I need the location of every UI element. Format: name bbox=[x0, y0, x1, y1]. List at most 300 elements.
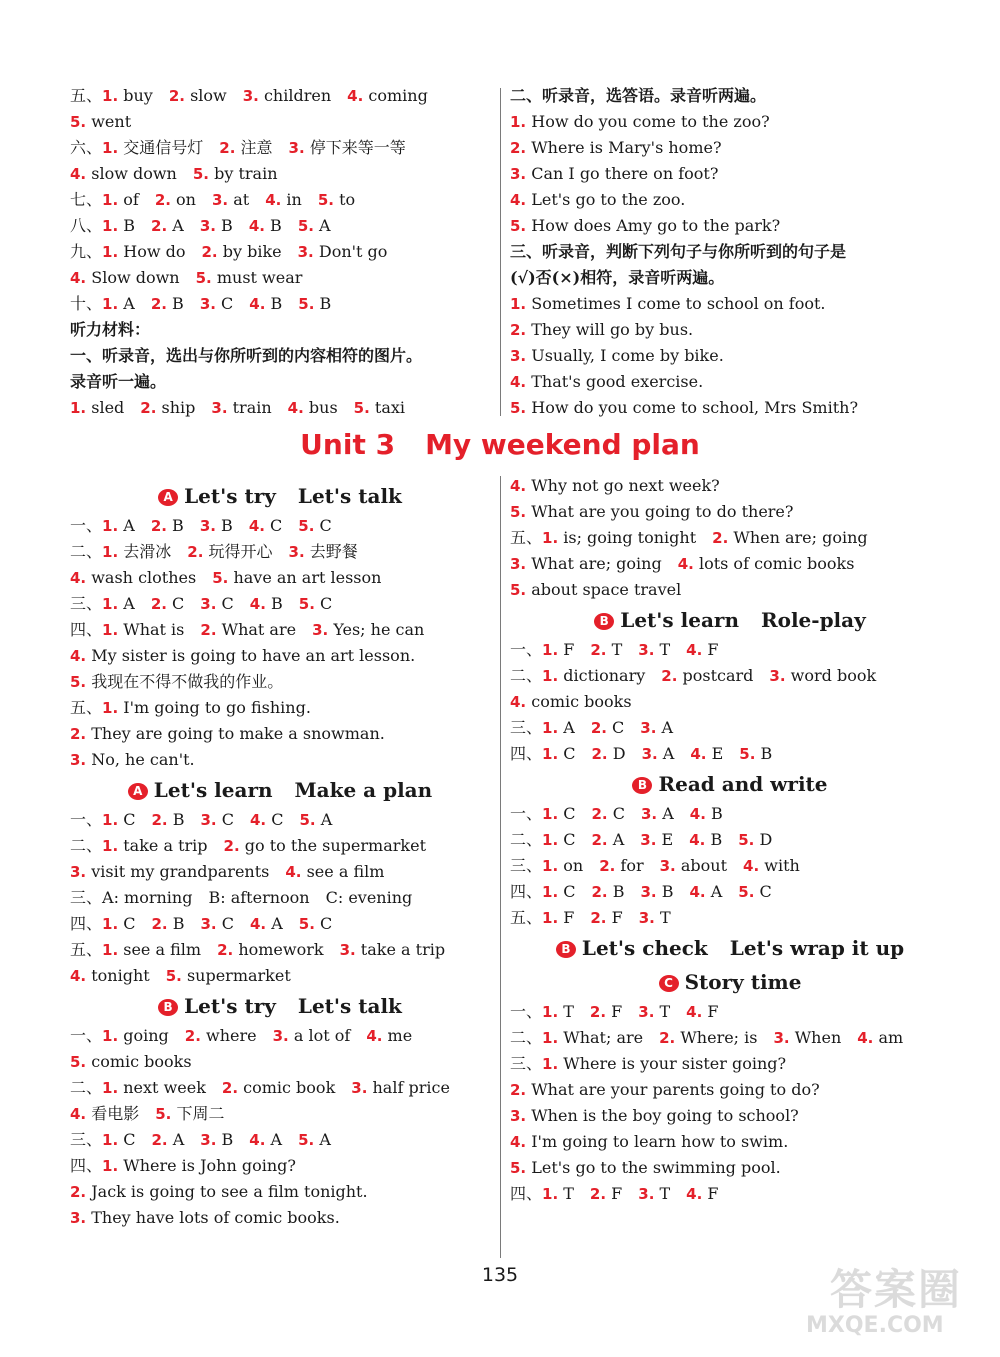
answer-item bbox=[166, 966, 291, 985]
item-number: 4. bbox=[287, 399, 304, 417]
item-answer: coming bbox=[368, 86, 428, 105]
item-number: 5. bbox=[195, 269, 212, 287]
item-number: 2. bbox=[140, 399, 157, 417]
answer-item bbox=[289, 542, 358, 561]
section-badge-icon: B bbox=[158, 999, 178, 1016]
item-number: 5. bbox=[510, 503, 527, 521]
item-number: 4. bbox=[70, 269, 87, 287]
item-answer: T bbox=[659, 908, 671, 927]
question-group-label: 三、 bbox=[70, 1130, 103, 1149]
item-answer: C bbox=[320, 594, 333, 613]
item-number: 5. bbox=[70, 113, 87, 131]
item-number: 2. bbox=[591, 745, 608, 763]
answer-item bbox=[690, 744, 723, 763]
answer-item bbox=[151, 594, 184, 613]
item-answer: B bbox=[123, 216, 136, 235]
item-answer: A: morning bbox=[102, 888, 193, 907]
section-title: Story time bbox=[684, 970, 802, 994]
question-group-label: 一、听录音，选出与你所听到的内容相符的图片。 bbox=[70, 346, 423, 365]
answer-line bbox=[70, 747, 490, 773]
answer-item bbox=[510, 164, 718, 183]
question-group-label: 三、 bbox=[510, 1054, 543, 1073]
answer-item bbox=[510, 580, 681, 599]
question-group-label: 听力材料： bbox=[70, 320, 151, 339]
answer-item bbox=[638, 640, 670, 659]
answer-item bbox=[70, 966, 150, 985]
answer-item bbox=[155, 190, 196, 209]
item-number: 4. bbox=[510, 191, 527, 209]
item-answer: A bbox=[612, 830, 625, 849]
answer-item bbox=[510, 1106, 799, 1125]
item-number: 2. bbox=[510, 1081, 527, 1099]
item-answer: C bbox=[221, 914, 234, 933]
question-group-label: 四、 bbox=[70, 914, 103, 933]
answer-item bbox=[773, 1028, 841, 1047]
answer-item bbox=[169, 86, 227, 105]
answer-item bbox=[689, 830, 722, 849]
answer-item bbox=[212, 568, 381, 587]
item-answer: They have lots of comic books. bbox=[91, 1208, 340, 1227]
item-number: 4. bbox=[510, 693, 527, 711]
question-group-label: 六、 bbox=[70, 138, 103, 157]
item-answer: D bbox=[759, 830, 773, 849]
item-answer: How do you come to the zoo? bbox=[531, 112, 770, 131]
answer-item bbox=[70, 398, 124, 417]
answer-item bbox=[510, 190, 685, 209]
answer-line bbox=[510, 741, 950, 767]
answer-line bbox=[510, 473, 950, 499]
answer-item bbox=[542, 666, 645, 685]
section-subtitle: Let's talk bbox=[297, 484, 402, 508]
item-number: 5. bbox=[298, 595, 315, 613]
item-number: 1. bbox=[542, 805, 559, 823]
question-group-label: 五、 bbox=[70, 86, 103, 105]
item-answer: for bbox=[620, 856, 644, 875]
answer-item bbox=[298, 294, 331, 313]
item-number: 1. bbox=[542, 1003, 559, 1021]
question-group-label: 五、 bbox=[510, 528, 543, 547]
answer-item bbox=[102, 242, 185, 261]
item-answer: What are your parents going to do? bbox=[531, 1080, 820, 1099]
answer-item bbox=[712, 528, 868, 547]
item-answer: A bbox=[123, 294, 135, 313]
answer-item bbox=[592, 804, 625, 823]
answer-line bbox=[70, 937, 490, 963]
item-answer: C bbox=[172, 594, 185, 613]
column-divider-top bbox=[500, 88, 501, 416]
item-number: 5. bbox=[298, 915, 315, 933]
answer-item bbox=[102, 836, 208, 855]
answer-item bbox=[289, 138, 406, 157]
item-number: 3. bbox=[288, 543, 305, 561]
item-number: 3. bbox=[70, 863, 87, 881]
question-group-label: 一、 bbox=[70, 516, 103, 535]
item-answer: where bbox=[206, 1026, 257, 1045]
answer-item bbox=[102, 940, 201, 959]
item-answer: No, he can't. bbox=[91, 750, 195, 769]
item-number: 5. bbox=[738, 831, 755, 849]
section-badge-icon: C bbox=[659, 975, 679, 992]
item-number: 3. bbox=[211, 399, 228, 417]
item-answer: B bbox=[710, 830, 723, 849]
item-answer: with bbox=[764, 856, 800, 875]
answer-item bbox=[243, 86, 331, 105]
item-answer: Let's go to the swimming pool. bbox=[531, 1158, 781, 1177]
item-number: 1. bbox=[102, 837, 119, 855]
answer-line bbox=[70, 617, 490, 643]
item-answer: must wear bbox=[216, 268, 303, 287]
item-answer: F bbox=[611, 1002, 623, 1021]
item-answer: homework bbox=[238, 940, 324, 959]
item-answer: next week bbox=[123, 1078, 206, 1097]
answer-item bbox=[299, 914, 332, 933]
item-number: 1. bbox=[542, 831, 559, 849]
question-group-label: 四、 bbox=[510, 1184, 543, 1203]
answer-item bbox=[102, 86, 153, 105]
item-number: 4. bbox=[686, 1003, 703, 1021]
item-number: 3. bbox=[510, 165, 527, 183]
section-title: Let's try bbox=[184, 484, 276, 508]
item-answer: A bbox=[320, 810, 333, 829]
answer-item bbox=[542, 908, 574, 927]
question-group-label: 一、 bbox=[510, 1002, 543, 1021]
question-group-label: 二、 bbox=[70, 836, 103, 855]
question-group-label: 四、 bbox=[70, 620, 103, 639]
item-answer: T bbox=[659, 1002, 671, 1021]
answer-line bbox=[70, 1075, 490, 1101]
item-number: 4. bbox=[265, 191, 282, 209]
answer-item bbox=[298, 516, 331, 535]
item-answer: C bbox=[271, 810, 284, 829]
answer-item bbox=[690, 804, 723, 823]
answer-item bbox=[542, 856, 583, 875]
answer-item bbox=[510, 502, 793, 521]
answer-item bbox=[102, 914, 135, 933]
answer-item bbox=[70, 646, 415, 665]
answer-item bbox=[510, 476, 720, 495]
item-number: 5. bbox=[212, 569, 229, 587]
item-number: 1. bbox=[510, 113, 527, 131]
item-number: 5. bbox=[317, 191, 334, 209]
answer-item bbox=[102, 810, 135, 829]
item-answer: 玩得开心 bbox=[208, 542, 273, 561]
item-number: 4. bbox=[249, 1131, 266, 1149]
item-number: 1. bbox=[542, 745, 559, 763]
item-answer: C bbox=[320, 914, 333, 933]
question-group-label: 二、听录音，选答语。录音听两遍。 bbox=[510, 86, 767, 105]
item-number: 2. bbox=[510, 321, 527, 339]
item-answer: A bbox=[172, 216, 184, 235]
question-group-label: 三、 bbox=[70, 888, 103, 907]
answer-item bbox=[599, 856, 643, 875]
answer-item bbox=[542, 640, 574, 659]
item-number: 1. bbox=[102, 543, 119, 561]
answer-item bbox=[366, 1026, 412, 1045]
answer-item bbox=[196, 268, 303, 287]
answer-item bbox=[102, 1026, 169, 1045]
item-answer: 停下来等一等 bbox=[309, 138, 406, 157]
item-answer: is; going tonight bbox=[563, 528, 697, 547]
item-number: 3. bbox=[339, 941, 356, 959]
answer-item bbox=[200, 294, 233, 313]
item-answer: Where; is bbox=[680, 1028, 758, 1047]
question-group-label: 四、 bbox=[70, 1156, 103, 1175]
item-answer: T bbox=[659, 1184, 671, 1203]
answer-line bbox=[510, 343, 950, 369]
answer-line bbox=[70, 291, 490, 317]
question-group-label: 四、 bbox=[510, 744, 543, 763]
answer-item bbox=[102, 1156, 296, 1175]
item-answer: ship bbox=[161, 398, 196, 417]
question-group-label: 五、 bbox=[70, 698, 103, 717]
section-title: Let's learn bbox=[620, 608, 739, 632]
item-answer: Sometimes I come to school on foot. bbox=[531, 294, 826, 313]
answer-item bbox=[250, 914, 283, 933]
answer-line bbox=[70, 1205, 490, 1231]
answer-line bbox=[70, 369, 490, 395]
answer-item bbox=[510, 320, 693, 339]
section-heading bbox=[510, 603, 950, 637]
item-answer: Slow down bbox=[91, 268, 180, 287]
item-number: 1. bbox=[102, 139, 119, 157]
answer-line bbox=[70, 885, 490, 911]
item-number: 2. bbox=[223, 837, 240, 855]
item-answer: B bbox=[221, 516, 233, 535]
question-group-label: 一、 bbox=[510, 640, 543, 659]
top-right-column bbox=[510, 83, 950, 421]
item-answer: Why not go next week? bbox=[531, 476, 720, 495]
question-group-label: 七、 bbox=[70, 190, 103, 209]
item-answer: supermarket bbox=[186, 966, 291, 985]
answer-line bbox=[70, 83, 490, 109]
item-number: 3. bbox=[242, 87, 259, 105]
item-number: 4. bbox=[743, 857, 760, 875]
answer-item bbox=[510, 1158, 781, 1177]
item-number: 3. bbox=[769, 667, 786, 685]
item-number: 2. bbox=[590, 719, 607, 737]
page-number: 135 bbox=[481, 1264, 519, 1286]
item-number: 1. bbox=[542, 1029, 559, 1047]
item-number: 4. bbox=[70, 165, 87, 183]
answer-line bbox=[510, 499, 950, 525]
answer-line bbox=[510, 1155, 950, 1181]
item-number: 3. bbox=[641, 745, 658, 763]
item-number: 3. bbox=[70, 751, 87, 769]
item-answer: C bbox=[563, 744, 576, 763]
item-answer: When bbox=[794, 1028, 842, 1047]
answer-item bbox=[686, 1002, 718, 1021]
answer-line bbox=[70, 395, 490, 421]
item-answer: Where is John going? bbox=[123, 1156, 296, 1175]
item-answer: B bbox=[270, 294, 283, 313]
answer-line bbox=[510, 689, 950, 715]
item-number: 2. bbox=[201, 243, 218, 261]
answer-item bbox=[590, 640, 622, 659]
answer-line bbox=[70, 265, 490, 291]
item-answer: I'm going to learn how to swim. bbox=[531, 1132, 789, 1151]
answer-item bbox=[542, 1002, 574, 1021]
answer-item bbox=[265, 190, 302, 209]
answer-line bbox=[510, 135, 950, 161]
item-answer: Yes; he can bbox=[333, 620, 425, 639]
item-number: 4. bbox=[249, 295, 266, 313]
answer-item bbox=[298, 216, 331, 235]
item-answer: by bike bbox=[222, 242, 282, 261]
item-answer: T bbox=[659, 640, 671, 659]
item-number: 1. bbox=[542, 883, 559, 901]
item-number: 3. bbox=[510, 1107, 527, 1125]
section-heading bbox=[70, 989, 490, 1023]
answer-item bbox=[639, 908, 671, 927]
question-group-label: 八、 bbox=[70, 216, 103, 235]
item-answer: 我现在不得不做我的作业。 bbox=[91, 672, 284, 691]
question-group-label: 三、听录音，判断下列句子与你所听到的句子是 bbox=[510, 242, 847, 261]
answer-item bbox=[638, 1184, 670, 1203]
item-answer: on bbox=[176, 190, 196, 209]
section-badge-icon: A bbox=[128, 783, 148, 800]
item-number: 3. bbox=[288, 139, 305, 157]
item-answer: E bbox=[661, 830, 674, 849]
section-heading bbox=[510, 965, 950, 999]
answer-line bbox=[70, 317, 490, 343]
item-answer: What are bbox=[221, 620, 297, 639]
answer-item bbox=[542, 744, 575, 763]
item-number: 4. bbox=[510, 1133, 527, 1151]
answer-line bbox=[70, 513, 490, 539]
question-group-label: 一、 bbox=[510, 804, 543, 823]
answer-item bbox=[591, 718, 624, 737]
item-number: 1. bbox=[102, 915, 119, 933]
answer-item bbox=[354, 398, 405, 417]
item-answer: A bbox=[563, 718, 575, 737]
question-group-label: 二、 bbox=[510, 666, 543, 685]
item-answer: T bbox=[611, 640, 623, 659]
item-answer: half price bbox=[372, 1078, 450, 1097]
item-answer: How does Amy go to the park? bbox=[531, 216, 781, 235]
item-answer: on bbox=[563, 856, 584, 875]
answer-line bbox=[70, 1153, 490, 1179]
question-group-label: 二、 bbox=[70, 1078, 103, 1097]
answer-item bbox=[690, 882, 723, 901]
item-answer: A bbox=[123, 516, 135, 535]
answer-line bbox=[510, 1077, 950, 1103]
section-heading bbox=[70, 479, 490, 513]
item-number: 3. bbox=[351, 1079, 368, 1097]
item-number: 2. bbox=[150, 295, 167, 313]
item-number: 1. bbox=[102, 217, 119, 235]
answer-item bbox=[250, 810, 283, 829]
bottom-left-column bbox=[70, 479, 490, 1231]
item-number: 1. bbox=[102, 1079, 119, 1097]
item-answer: A bbox=[172, 1130, 185, 1149]
answer-line bbox=[510, 663, 950, 689]
answer-item bbox=[152, 810, 185, 829]
item-answer: When is the boy going to school? bbox=[531, 1106, 799, 1125]
item-answer: a lot of bbox=[293, 1026, 351, 1045]
answer-item bbox=[510, 398, 858, 417]
item-number: 2. bbox=[154, 191, 171, 209]
item-number: 2. bbox=[70, 725, 87, 743]
answer-line bbox=[70, 565, 490, 591]
answer-line bbox=[70, 161, 490, 187]
item-answer: 看电影 bbox=[91, 1104, 140, 1123]
item-answer: C bbox=[123, 810, 136, 829]
item-number: 2. bbox=[168, 87, 185, 105]
answer-item bbox=[151, 294, 184, 313]
answer-line bbox=[70, 135, 490, 161]
item-answer: wash clothes bbox=[91, 568, 197, 587]
answer-item bbox=[738, 882, 771, 901]
answer-line bbox=[70, 1049, 490, 1075]
item-answer: by train bbox=[214, 164, 278, 183]
answer-item bbox=[510, 372, 703, 391]
answer-line bbox=[510, 715, 950, 741]
answer-item bbox=[208, 888, 309, 907]
unit-title bbox=[0, 428, 1000, 461]
item-number: 5. bbox=[298, 517, 315, 535]
item-answer: D bbox=[612, 744, 626, 763]
item-answer: What are you going to do there? bbox=[531, 502, 794, 521]
answer-item bbox=[590, 1002, 622, 1021]
answer-item bbox=[70, 568, 196, 587]
item-answer: B bbox=[172, 810, 185, 829]
item-answer: A bbox=[710, 882, 723, 901]
section-subtitle: Let's talk bbox=[297, 994, 402, 1018]
item-answer: C bbox=[612, 718, 625, 737]
answer-line bbox=[510, 853, 950, 879]
item-number: 4. bbox=[689, 883, 706, 901]
item-answer: Can I go there on foot? bbox=[531, 164, 719, 183]
item-answer: E bbox=[711, 744, 724, 763]
item-number: 5. bbox=[70, 1053, 87, 1071]
item-answer: in bbox=[286, 190, 302, 209]
item-answer: B bbox=[221, 1130, 234, 1149]
item-answer: take a trip bbox=[360, 940, 446, 959]
answer-line bbox=[510, 905, 950, 931]
answer-line bbox=[510, 109, 950, 135]
item-number: 5. bbox=[510, 581, 527, 599]
item-answer: slow down bbox=[91, 164, 177, 183]
section-heading bbox=[70, 773, 490, 807]
item-number: 4. bbox=[70, 569, 87, 587]
answer-item bbox=[70, 750, 195, 769]
item-number: 4. bbox=[249, 595, 266, 613]
section-badge-icon: B bbox=[594, 613, 614, 630]
answer-line bbox=[70, 643, 490, 669]
answer-item bbox=[70, 164, 177, 183]
item-number: 2. bbox=[151, 811, 168, 829]
answer-item bbox=[249, 216, 282, 235]
item-number: 3. bbox=[638, 909, 655, 927]
item-number: 1. bbox=[102, 621, 119, 639]
answer-line bbox=[510, 265, 950, 291]
item-number: 4. bbox=[857, 1029, 874, 1047]
answer-item bbox=[152, 914, 185, 933]
answer-item bbox=[200, 1130, 233, 1149]
item-number: 3. bbox=[510, 347, 527, 365]
question-group-label: 二、 bbox=[510, 1028, 543, 1047]
item-answer: F bbox=[611, 908, 623, 927]
item-answer: C bbox=[563, 830, 576, 849]
item-answer: C bbox=[221, 594, 234, 613]
answer-line bbox=[510, 577, 950, 603]
item-number: 1. bbox=[102, 1157, 119, 1175]
item-number: 1. bbox=[542, 1055, 559, 1073]
item-number: 1. bbox=[102, 517, 119, 535]
item-answer: When are; going bbox=[733, 528, 868, 547]
item-number: 3. bbox=[638, 1003, 655, 1021]
item-answer: F bbox=[563, 908, 575, 927]
